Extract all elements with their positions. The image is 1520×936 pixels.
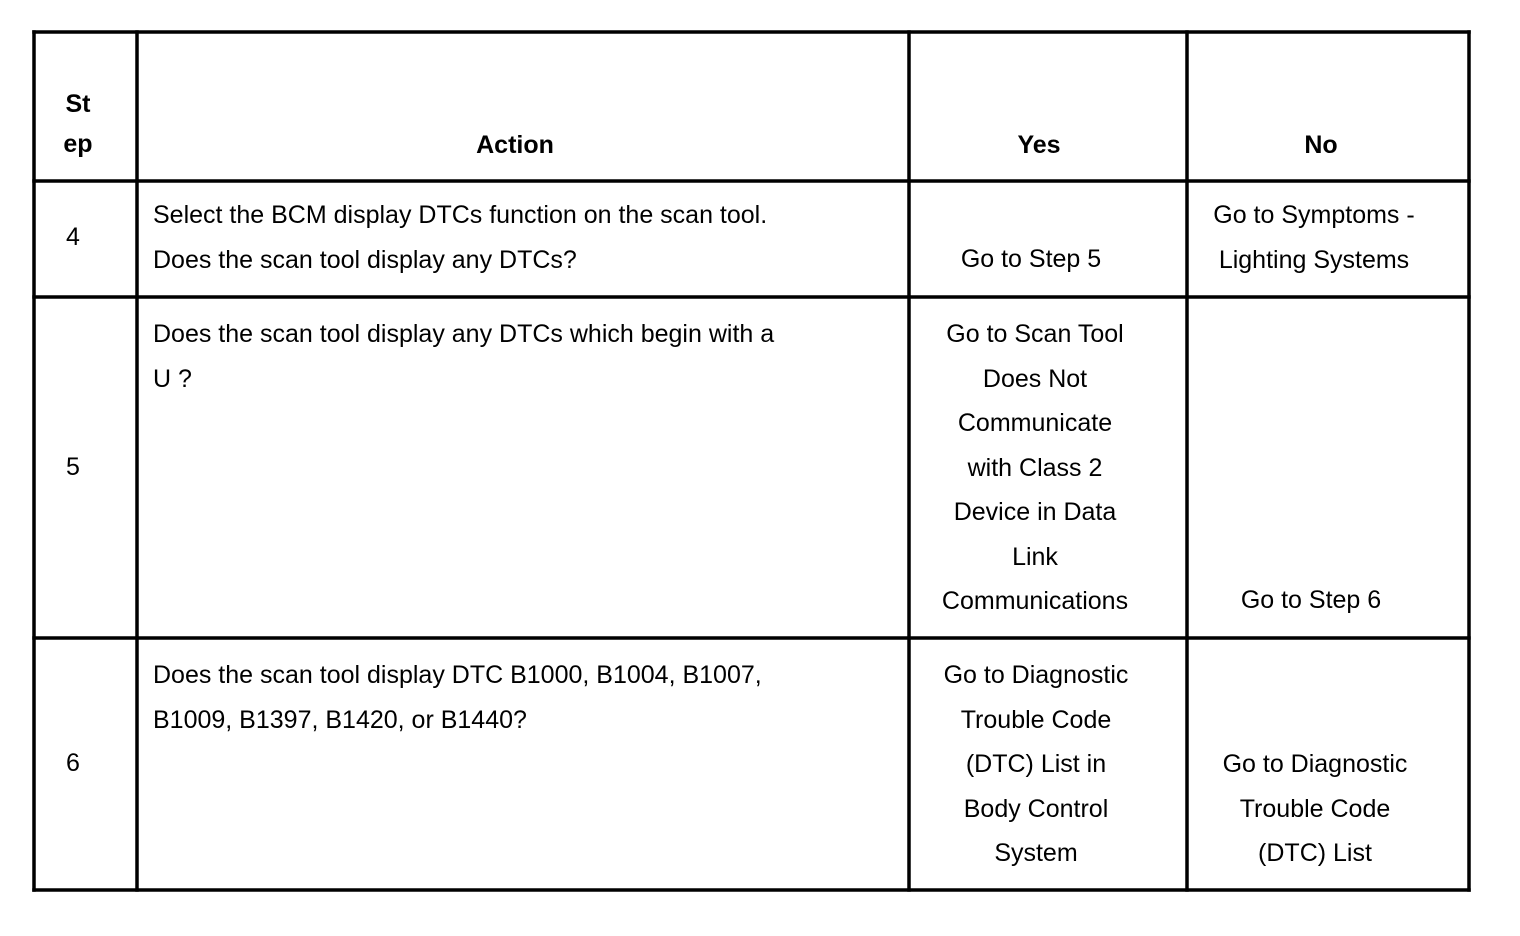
header-action: Action <box>476 131 554 159</box>
row-6-action: Does the scan tool display DTC B1000, B1004, B1007, B1009, B1397, B1420, or B1440? <box>153 661 762 734</box>
row-6-yes: Go to Diagnostic Trouble Code (DTC) List in Body Control System <box>943 661 1129 867</box>
header-no: No <box>1304 131 1338 159</box>
header-yes: Yes <box>1017 131 1061 159</box>
row-5-yes: Go to Scan Tool Does Not Communicate with Class 2 Device in Data Link Communications <box>941 320 1129 615</box>
row-4-action: Select the BCM display DTCs function on the scan tool. Does the scan tool display any DTCs? <box>153 201 768 274</box>
row-6-step: 6 <box>66 749 80 777</box>
row-4-no: Go to Symptoms - Lighting Systems <box>1213 201 1415 274</box>
row-6-no: Go to Diagnostic Trouble Code (DTC) List <box>1222 750 1408 867</box>
row-4-step: 4 <box>66 223 80 251</box>
row-4-yes: Go to Step 5 <box>960 245 1102 273</box>
row-5-no: Go to Step 6 <box>1240 586 1382 614</box>
row-5-step: 5 <box>66 453 80 481</box>
header-step: St ep <box>63 90 93 158</box>
row-5-action: Does the scan tool display any DTCs which begin with a U ? <box>153 320 775 393</box>
